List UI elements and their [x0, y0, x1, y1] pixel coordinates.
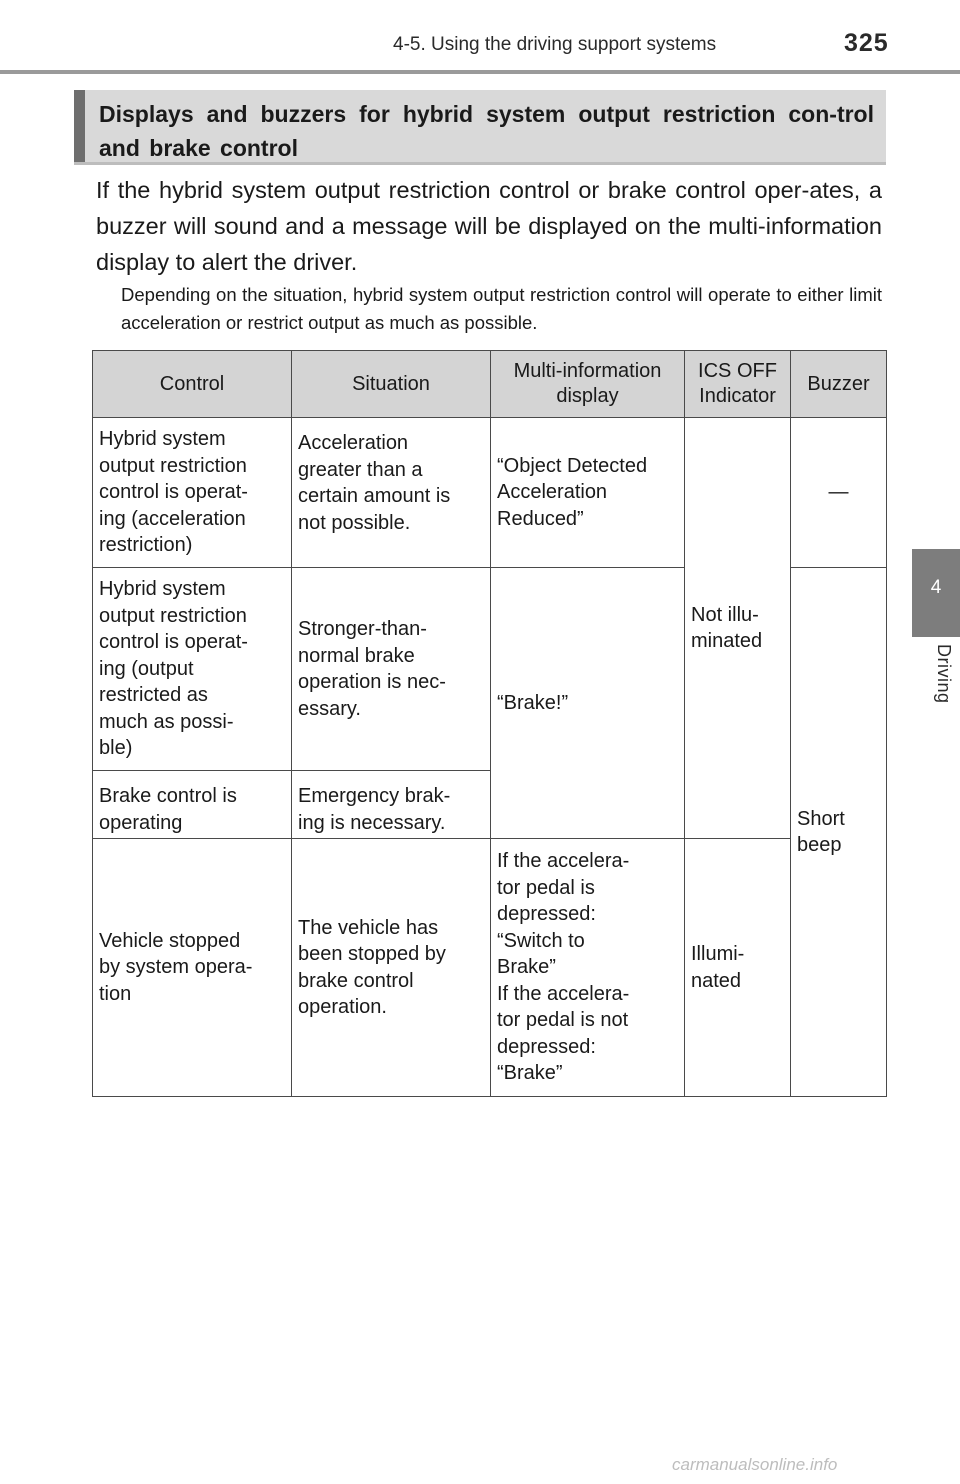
- chapter-tab: [912, 549, 960, 637]
- cell-display: “Object Detected Acceleration Reduced”: [491, 418, 685, 568]
- table-header-row: [93, 351, 887, 418]
- cell-control: Vehicle stopped by system opera- tion: [93, 839, 292, 1097]
- header-display: Multi-information display: [491, 351, 685, 418]
- page-number: 325: [844, 29, 889, 57]
- cell-display: “Brake!”: [491, 568, 685, 839]
- chapter-number: 4: [930, 577, 942, 598]
- header-divider: [0, 70, 960, 74]
- cell-buzzer: Short beep: [791, 568, 887, 1097]
- table-row: [93, 839, 887, 1097]
- chapter-label: Driving: [934, 644, 954, 704]
- cell-indicator: Not illu- minated: [685, 418, 791, 839]
- section-header: 4-5. Using the driving support systems: [393, 34, 717, 55]
- title-underline: [74, 162, 886, 165]
- table-row: [93, 418, 887, 568]
- cell-control: Brake control is operating: [93, 771, 292, 839]
- cell-situation: Stronger-than- normal brake operation is nec- essary.: [292, 568, 491, 771]
- cell-indicator: Illumi- nated: [685, 839, 791, 1097]
- header-situation: Situation: [292, 351, 491, 418]
- cell-display: If the accelera- tor pedal is depressed: “Switch to Brake” If the accelera- tor pedal is not depressed: “Brake”: [491, 839, 685, 1097]
- intro-paragraph: If the hybrid system output restriction control or brake control oper-ates, a buzzer will sound and a message will be displayed on the multi-information display to alert the driver.: [96, 177, 882, 275]
- cell-situation: Acceleration greater than a certain amount is not possible.: [292, 418, 491, 568]
- cell-situation: The vehicle has been stopped by brake control operation.: [292, 839, 491, 1097]
- cell-control: Hybrid system output restriction control is operat- ing (acceleration restriction): [93, 418, 292, 568]
- cell-buzzer: —: [791, 418, 887, 568]
- cell-control: Hybrid system output restriction control is operat- ing (output restricted as much as possi- ble): [93, 568, 292, 771]
- section-title: Displays and buzzers for hybrid system output restriction con-trol and brake control: [74, 90, 886, 162]
- control-table: [92, 350, 887, 1097]
- header-buzzer: Buzzer: [791, 351, 887, 418]
- header-control: Control: [93, 351, 292, 418]
- watermark: carmanualsonline.info: [672, 1455, 838, 1474]
- header-indicator: ICS OFF Indicator: [685, 351, 791, 418]
- note-paragraph: Depending on the situation, hybrid system output restriction control will operate to either limit acceleration or restrict output as much as possible.: [121, 284, 882, 333]
- cell-situation: Emergency brak- ing is necessary.: [292, 771, 491, 839]
